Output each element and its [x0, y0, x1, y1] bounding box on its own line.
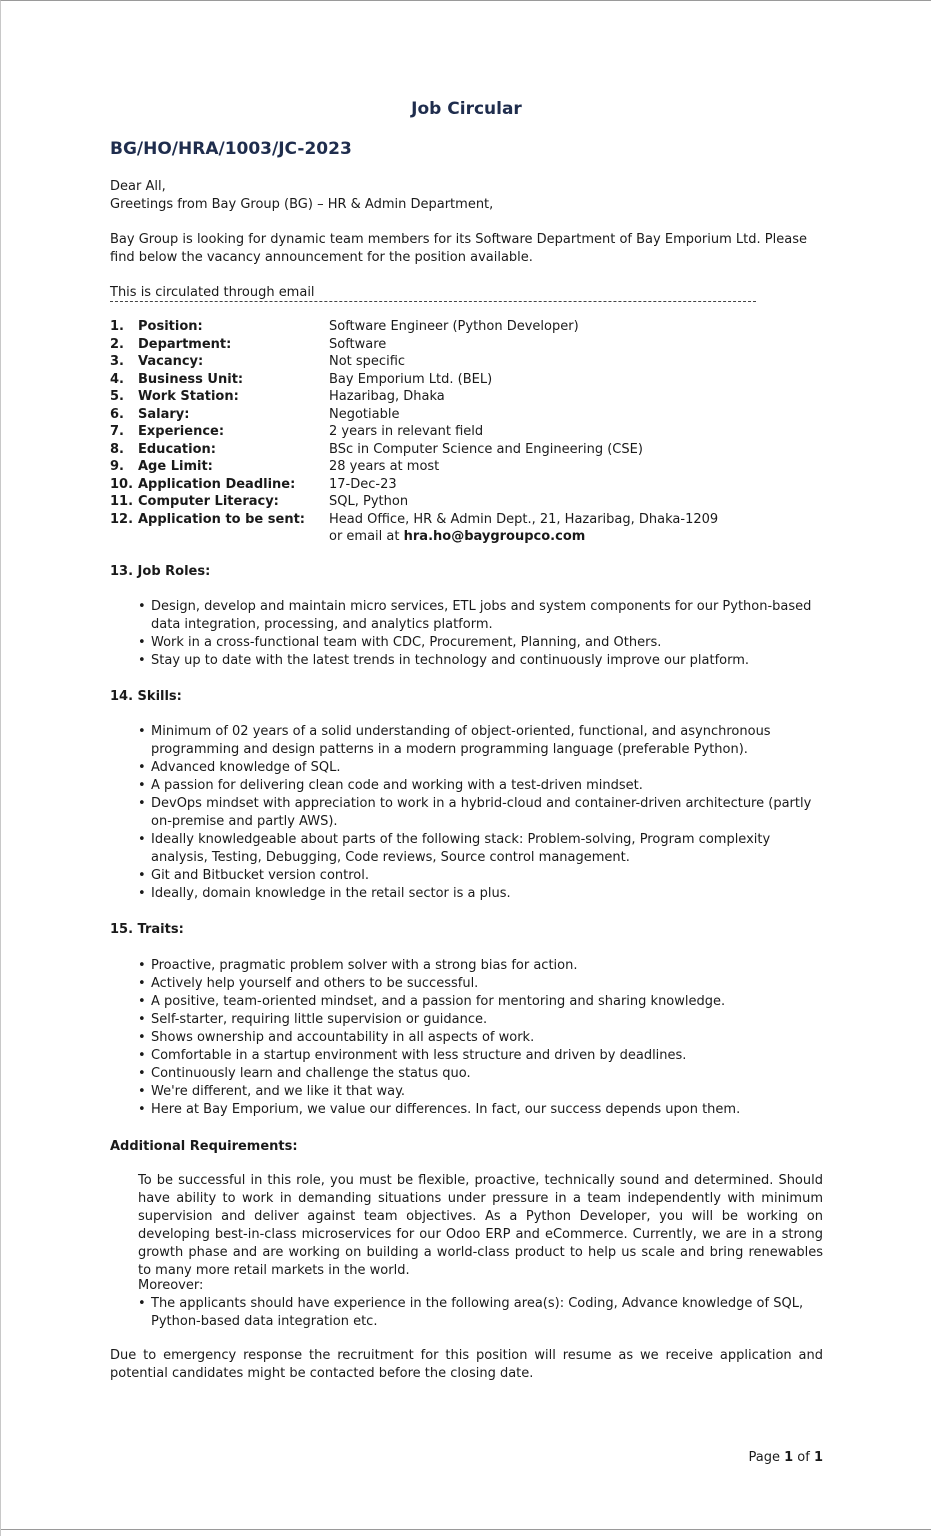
list-item: • Git and Bitbucket version control.: [138, 867, 823, 885]
dashed-divider: [110, 301, 756, 302]
detail-number: 1.: [110, 319, 124, 334]
detail-row: [110, 528, 823, 546]
detail-label: Salary:: [138, 406, 190, 422]
detail-number: 7.: [110, 424, 124, 439]
detail-row: [110, 388, 823, 406]
document-title: Job Circular: [411, 99, 522, 119]
list-item: • The applicants should have experience in the following area(s): Coding, Advance knowledge of SQL, Python-based data integration etc.: [138, 1295, 823, 1331]
detail-label: Experience:: [138, 424, 225, 439]
detail-label: Department:: [138, 336, 232, 352]
detail-value: Negotiable: [329, 406, 400, 422]
detail-row: [110, 353, 823, 371]
detail-label: Position:: [138, 319, 203, 334]
page-of: of: [797, 1450, 810, 1465]
detail-label: Education:: [138, 441, 216, 457]
list-item: • Ideally knowledgeable about parts of the following stack: Problem-solving, Program complexity analysis, Testing, Debugging, Code reviews, Source control management.: [138, 831, 823, 867]
detail-number: 6.: [110, 406, 124, 422]
list-item: • Proactive, pragmatic problem solver with a strong bias for action.: [138, 957, 823, 975]
detail-row: [110, 511, 823, 529]
list-item: • Continuously learn and challenge the status quo.: [138, 1065, 823, 1083]
detail-value: BSc in Computer Science and Engineering (CSE): [329, 441, 643, 457]
detail-value: Not specific: [329, 354, 406, 369]
list-item: • We're different, and we like it that way.: [138, 1083, 823, 1101]
skills-heading: 14. Skills:: [110, 689, 182, 704]
circulation-note: This is circulated through email: [110, 285, 315, 300]
job-roles-heading: 13. Job Roles:: [110, 564, 211, 579]
detail-row: [110, 423, 823, 441]
closing-note: Due to emergency response the recruitment for this position will resume as we receive application and potential candidates might be contacted before the closing date.: [110, 1348, 823, 1381]
detail-value: 28 years at most: [329, 459, 440, 474]
intro-paragraph: Bay Group is looking for dynamic team members for its Software Department of Bay Emporium Ltd. Please find below the vacancy announcement for the position available.: [110, 232, 807, 265]
list-item: • DevOps mindset with appreciation to work in a hybrid-cloud and container-driven architecture (partly on-premise and partly AWS).: [138, 795, 823, 831]
detail-number: 11.: [110, 494, 134, 509]
detail-number: 8.: [110, 441, 124, 457]
detail-label: Business Unit:: [138, 371, 244, 387]
job-details-list: [110, 318, 823, 546]
list-item: • Shows ownership and accountability in all aspects of work.: [138, 1029, 823, 1047]
detail-row: [110, 406, 823, 424]
greeting: [110, 178, 493, 214]
reference-number: BG/HO/HRA/1003/JC-2023: [110, 139, 352, 159]
list-item: • Ideally, domain knowledge in the retail sector is a plus.: [138, 885, 823, 903]
detail-label: Vacancy:: [138, 354, 204, 369]
detail-value: Bay Emporium Ltd. (BEL): [329, 371, 493, 387]
list-item: • Comfortable in a startup environment with less structure and driven by deadlines.: [138, 1047, 823, 1065]
detail-label: Application Deadline:: [138, 476, 296, 492]
moreover-label: Moreover:: [138, 1278, 204, 1293]
detail-row: [110, 318, 823, 336]
list-item: • Advanced knowledge of SQL.: [138, 759, 823, 777]
list-item: • Minimum of 02 years of a solid understanding of object-oriented, functional, and asynchronous programming and design patterns in a modern programming language (preferable Python).: [138, 723, 823, 759]
detail-row: [110, 493, 823, 511]
job-roles-list: [138, 598, 823, 670]
detail-number: 10.: [110, 476, 134, 492]
moreover-list: [138, 1295, 823, 1331]
detail-number: 9.: [110, 459, 124, 474]
detail-label: Computer Literacy:: [138, 494, 279, 509]
list-item: • A passion for delivering clean code and working with a test-driven mindset.: [138, 777, 823, 795]
list-item: • Actively help yourself and others to be successful.: [138, 975, 823, 993]
list-item: • Design, develop and maintain micro services, ETL jobs and system components for our Python-based data integration, processing, and analytics platform.: [138, 598, 823, 634]
greeting-line-2: Greetings from Bay Group (BG) – HR & Admin Department,: [110, 197, 494, 212]
detail-row: [110, 458, 823, 476]
detail-label: Application to be sent:: [138, 511, 305, 527]
page-total: 1: [813, 1450, 823, 1465]
greeting-line-1: Dear All,: [110, 179, 166, 194]
detail-value: Software: [329, 336, 387, 352]
detail-number: 2.: [110, 336, 124, 352]
detail-row: [110, 336, 823, 354]
detail-value: 2 years in relevant field: [329, 424, 484, 439]
page-number: [748, 1449, 823, 1467]
additional-requirements-text: To be successful in this role, you must be flexible, proactive, technically sound and determined. Should have ability to work in demanding situations under pressure in a team independently with minimum supervision and deliver against team objectives. As a Python Developer, you will be working on developing best-in-class microservices for our Odoo ERP and eCommerce. Currently, we are in a strong growth phase and are working on building a world-class product to help us scale and bring renewables to many more retail markets in the world.: [138, 1173, 823, 1278]
list-item: • Self-starter, requiring little supervision or guidance.: [138, 1011, 823, 1029]
detail-value: Software Engineer (Python Developer): [329, 319, 579, 334]
email-address: hra.ho@baygroupco.com: [403, 529, 586, 544]
page-bottom-border: [1, 1529, 931, 1530]
additional-requirements-heading: Additional Requirements:: [110, 1139, 298, 1154]
detail-number: 3.: [110, 354, 124, 369]
detail-row: [110, 476, 823, 494]
detail-number: 4.: [110, 371, 124, 387]
detail-value: 17-Dec-23: [329, 476, 397, 492]
detail-number: 5.: [110, 389, 124, 404]
list-item: • Work in a cross-functional team with CDC, Procurement, Planning, and Others.: [138, 634, 823, 652]
traits-list: [138, 957, 823, 1119]
detail-label: Age Limit:: [138, 459, 213, 474]
email-prefix: or email at: [329, 529, 404, 544]
traits-heading: 15. Traits:: [110, 922, 184, 937]
list-item: • Stay up to date with the latest trends in technology and continuously improve our platform.: [138, 652, 823, 670]
detail-value: SQL, Python: [329, 494, 409, 509]
detail-value: Head Office, HR & Admin Dept., 21, Hazaribag, Dhaka-1209: [329, 511, 719, 527]
list-item: • A positive, team-oriented mindset, and a passion for mentoring and sharing knowledge.: [138, 993, 823, 1011]
page-label: Page: [748, 1450, 780, 1465]
page-current: 1: [784, 1450, 794, 1465]
skills-list: [138, 723, 823, 903]
email-line: [329, 528, 585, 546]
detail-value: Hazaribag, Dhaka: [329, 389, 445, 404]
list-item: • Here at Bay Emporium, we value our differences. In fact, our success depends upon them.: [138, 1101, 823, 1119]
detail-label: Work Station:: [138, 389, 239, 404]
detail-row: [110, 371, 823, 389]
detail-number: 12.: [110, 511, 134, 527]
detail-row: [110, 441, 823, 459]
